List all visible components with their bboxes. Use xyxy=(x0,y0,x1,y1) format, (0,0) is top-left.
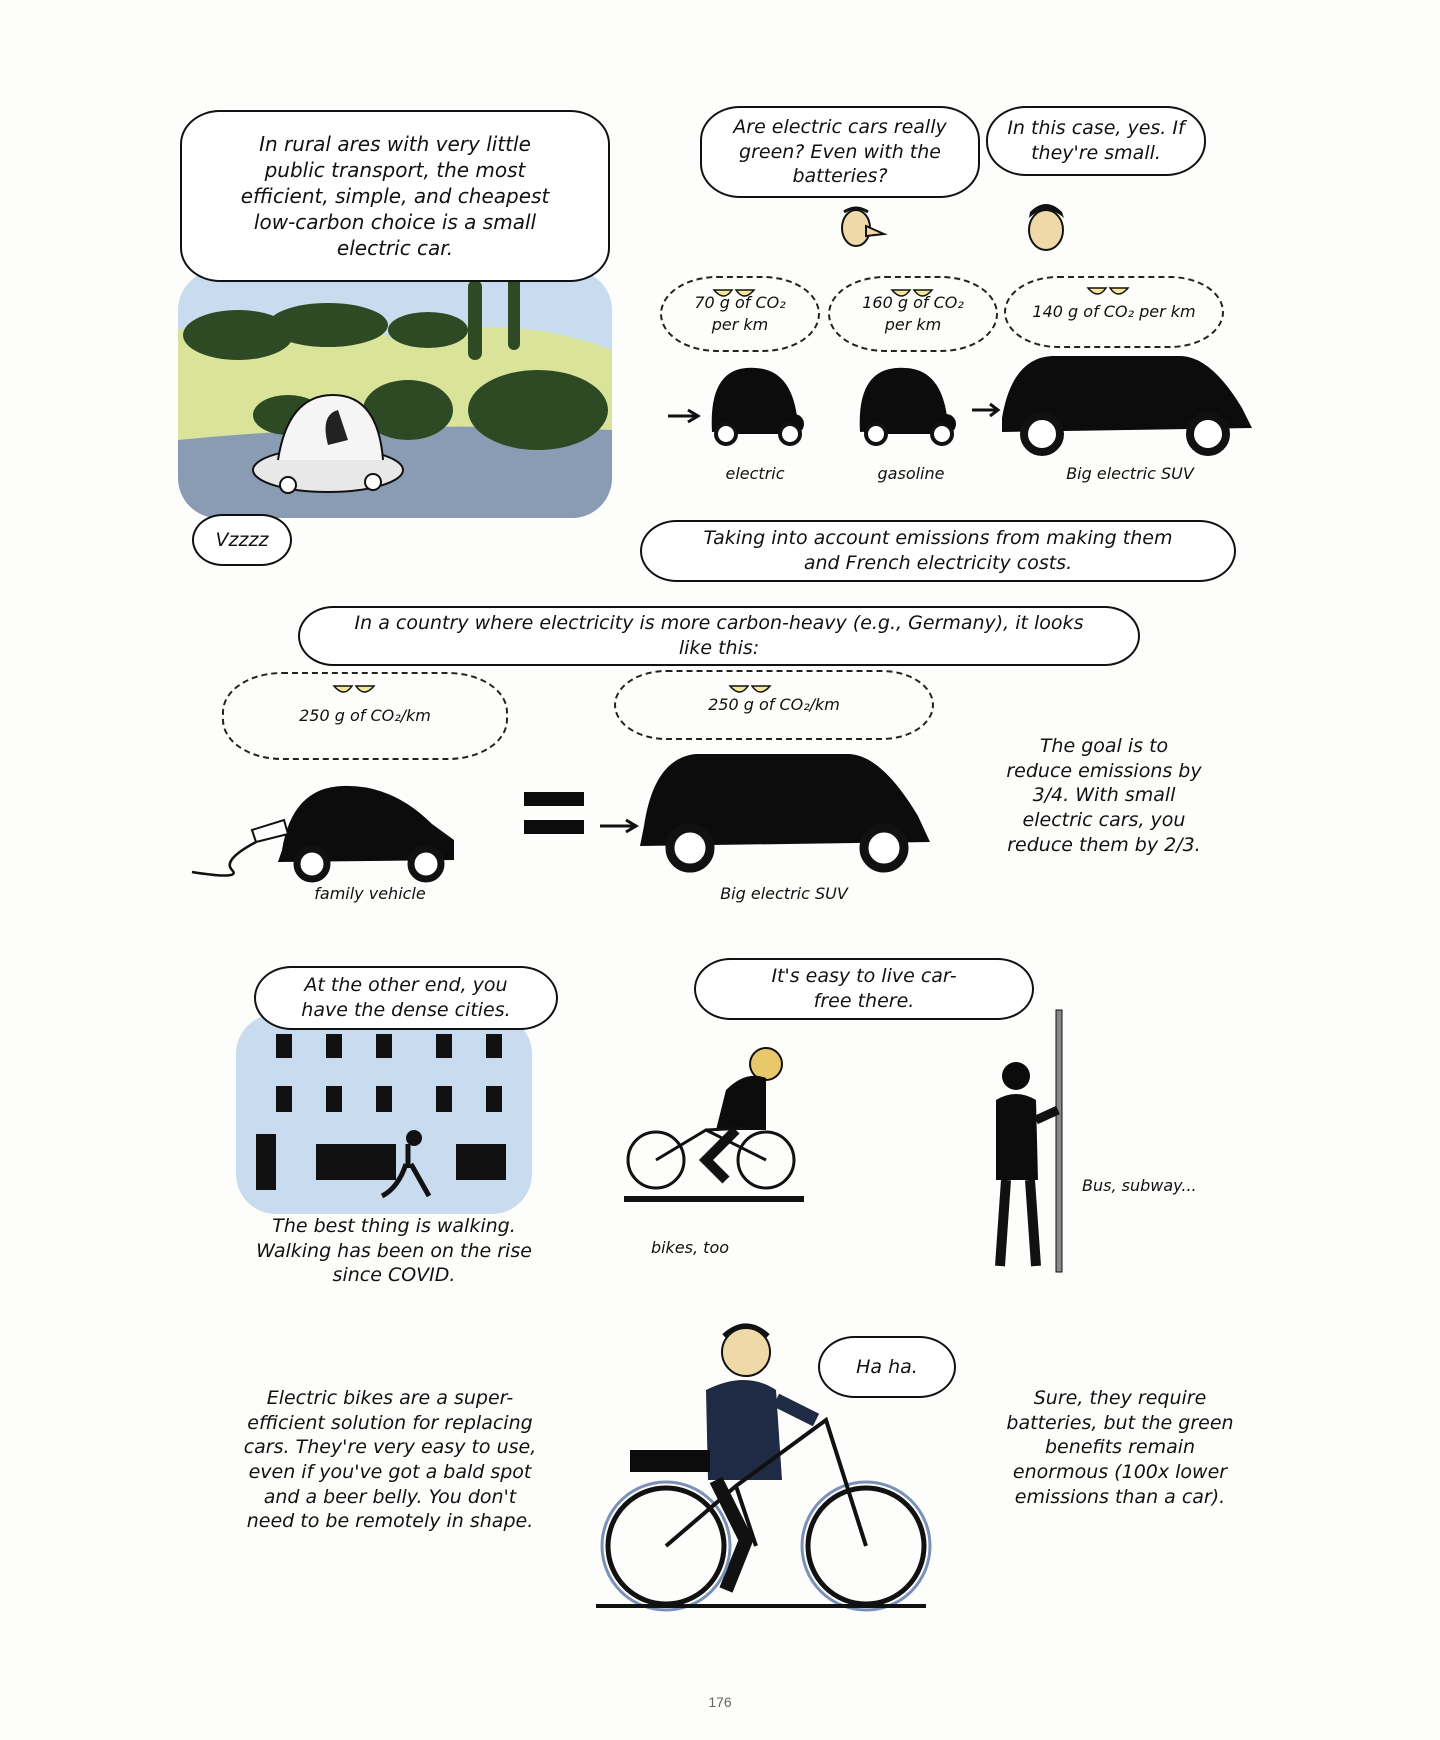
electric-label: electric xyxy=(725,464,785,483)
suv-germany-label: Big electric SUV xyxy=(720,884,848,903)
bikes-too-label: bikes, too xyxy=(650,1238,730,1257)
eyes-icon xyxy=(712,286,756,304)
eyes-icon xyxy=(1086,284,1130,302)
ha-ha-bubble: Ha ha. xyxy=(818,1336,956,1398)
dense-cities-bubble: At the other end, you have the dense cities. xyxy=(254,966,558,1030)
eyes-icon xyxy=(332,682,376,700)
vzzzz-sound-bubble: Vzzzz xyxy=(192,514,292,566)
rural-scene xyxy=(178,270,612,518)
city-buildings xyxy=(236,1014,532,1214)
family-vehicle-label: family vehicle xyxy=(314,884,426,903)
city-scene xyxy=(236,1014,532,1214)
commuter-on-pole-figure xyxy=(966,1010,1076,1280)
electric-co2-cloud: 70 g of CO₂ per km xyxy=(660,276,820,352)
question-bubble: Are electric cars really green? Even with the batteries? xyxy=(700,106,980,198)
ebike-right-text: Sure, they require batteries, but the green benefits remain enormous (100x lower emissions than a car). xyxy=(1006,1387,1234,1508)
rural-landscape xyxy=(178,270,612,518)
answer-bubble: In this case, yes. If they're small. xyxy=(986,106,1206,176)
page-number: 176 xyxy=(708,1694,732,1710)
germany-bubble: In a country where electricity is more carbon-heavy (e.g., Germany), it looks like this: xyxy=(298,606,1140,666)
equals-sign xyxy=(524,792,594,842)
suv-germany-co2-cloud: 250 g of CO₂/km xyxy=(614,670,934,740)
big-electric-suv xyxy=(972,348,1262,458)
eyes-icon xyxy=(890,286,934,304)
big-electric-suv-germany xyxy=(600,746,940,876)
man-face-icon xyxy=(836,204,886,252)
suv-label: Big electric SUV xyxy=(1066,464,1194,483)
rural-intro-bubble: In rural ares with very little public transport, the most efficient, simple, and cheapest low-carbon choice is a small electric car. xyxy=(180,110,610,282)
suv-co2-cloud: 140 g of CO₂ per km xyxy=(1004,276,1224,348)
family-co2-cloud: 250 g of CO₂/km xyxy=(222,672,508,760)
goal-text: The goal is to reduce emissions by 3/4. With small electric cars, you reduce them by 2/3. xyxy=(1006,735,1202,856)
small-gasoline-car xyxy=(856,364,966,444)
small-electric-car xyxy=(668,364,818,444)
gasoline-co2-cloud: 160 g of CO₂ per km xyxy=(828,276,998,352)
walking-caption: The best thing is walking. Walking has been on the rise since COVID. xyxy=(256,1215,532,1287)
eyes-icon xyxy=(728,682,772,700)
gasoline-label: gasoline xyxy=(877,464,945,483)
car-free-bubble: It's easy to live car-free there. xyxy=(694,958,1034,1020)
cyclist-figure xyxy=(616,1050,816,1210)
bus-subway-label: Bus, subway... xyxy=(1082,1176,1197,1195)
scientist-face-icon xyxy=(1024,204,1070,254)
french-note-bubble: Taking into account emissions from making them and French electricity costs. xyxy=(640,520,1236,582)
family-vehicle-car xyxy=(192,780,472,880)
ebike-left-text: Electric bikes are a super-efficient solution for replacing cars. They're very easy to use, even if you've got a bald spot and a beer belly. You don't need to be remotely in shape. xyxy=(243,1387,537,1533)
